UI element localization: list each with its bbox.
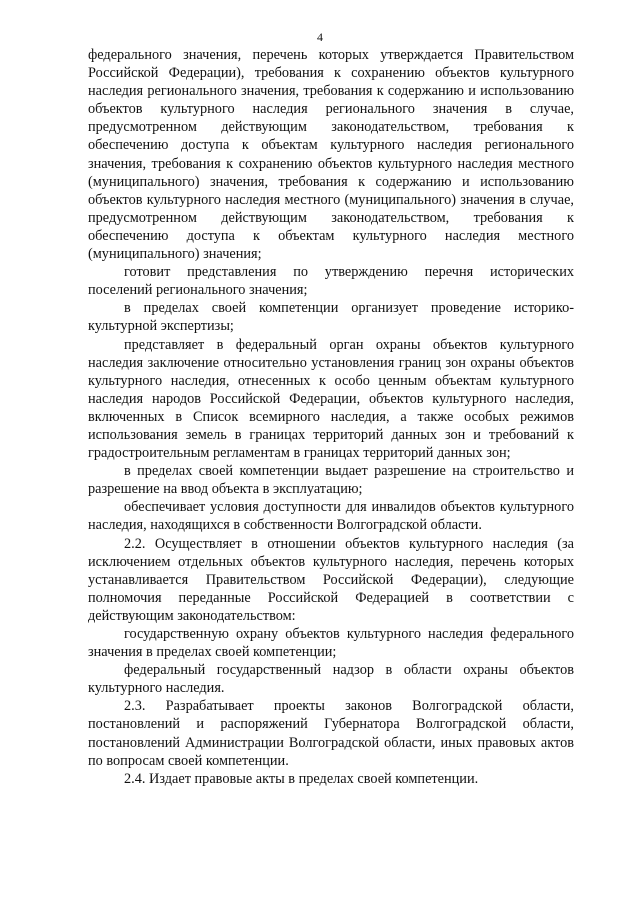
paragraph: в пределах своей компетенции организует проведение историко-культурной экспертизы; [88, 300, 574, 335]
paragraph: государственную охрану объектов культурного наследия федерального значения в пределах своей компетенции; [88, 626, 574, 661]
document-body [88, 46, 574, 788]
section-paragraph-2-2: 2.2. Осуществляет в отношении объектов культурного наследия (за исключением отдельных объектов культурного наследия, перечень которых устанавливается Правительством Российской Федерации), следующие полномочия переданные Российской Федерацией в соответствии с действующим законодательством: [88, 535, 574, 624]
page-number: 4 [317, 30, 323, 44]
paragraph: готовит представления по утверждению перечня исторических поселений регионального значения; [88, 264, 574, 299]
paragraph: федерального значения, перечень которых утверждается Правительством Российской Федерации), требования к сохранению объектов культурного наследия регионального значения, требования к содержанию и использованию объектов культурного наследия регионального значения в случае, предусмотренном действующим законодательством, требования к обеспечению доступа к объектам культурного наследия регионального значения, требования к сохранению объектов культурного наследия местного (муниципального) значения, требования к содержанию и использованию объектов культурного наследия местного (муниципального) значения в случае, предусмотренном действующим законодательством, требования к обеспечению доступа к объектам культурного наследия местного (муниципального) значения; [88, 47, 574, 263]
paragraph: федеральный государственный надзор в области охраны объектов культурного наследия. [88, 662, 574, 697]
paragraph: представляет в федеральный орган охраны объектов культурного наследия заключение относительно установления границ зон охраны объектов культурного наследия, отнесенных к особо ценным объектам культурного наследия народов Российской Федерации, объектов культурного наследия, включенных в Список всемирного наследия, а также особых режимов использования земель в границах территорий данных зон и требований к градостроительным регламентам в границах территорий данных зон; [88, 336, 574, 462]
section-paragraph-2-3: 2.3. Разрабатывает проекты законов Волгоградской области, постановлений и распоряжений Губернатора Волгоградской области, постановлений Администрации Волгоградской области, иных правовых актов по вопросам своей компетенции. [88, 698, 574, 769]
section-paragraph-2-4: 2.4. Издает правовые акты в пределах своей компетенции. [124, 770, 479, 787]
paragraph: обеспечивает условия доступности для инвалидов объектов культурного наследия, находящихся в собственности Волгоградской области. [88, 499, 574, 534]
paragraph: в пределах своей компетенции выдает разрешение на строительство и разрешение на ввод объекта в эксплуатацию; [88, 463, 574, 498]
